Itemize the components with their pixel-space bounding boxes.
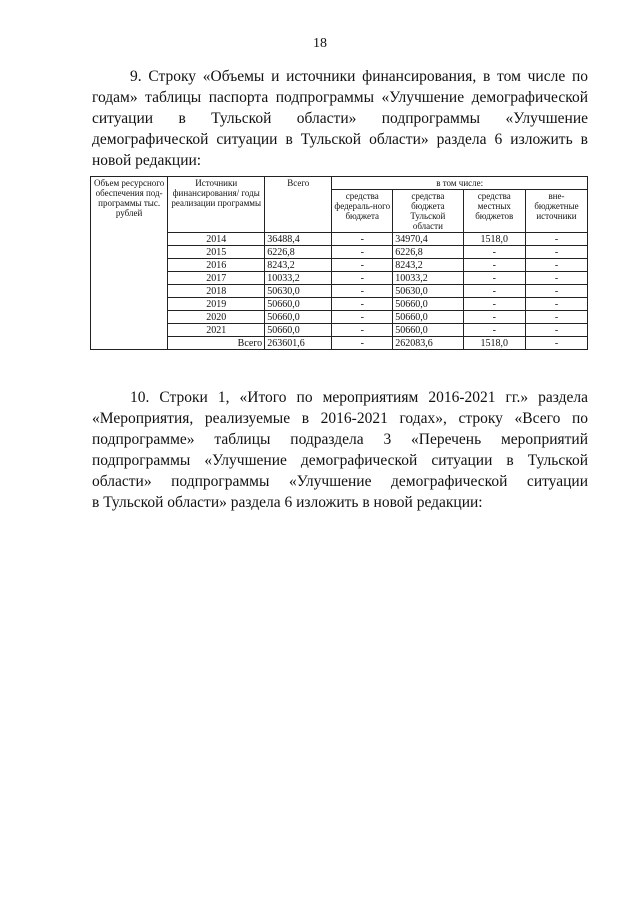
row-year: 2019 [168,298,265,311]
row-federal: - [332,311,393,324]
paragraph-10-line: области» подпрограммы «Улучшение демографической ситуации [92,473,588,490]
paragraph-10 [92,387,588,513]
row-extra: - [525,337,587,350]
row-federal: - [332,298,393,311]
row-total: 10033,2 [265,272,332,285]
row-total: 8243,2 [265,259,332,272]
row-year: 2016 [168,259,265,272]
row-total: 50660,0 [265,311,332,324]
row-year: 2014 [168,233,265,246]
paragraph-9-line: годам» таблицы паспорта подпрограммы «Улучшение демографической [92,89,588,106]
financing-table [90,176,588,350]
row-extra: - [525,324,587,337]
header-local: средства местных бюджетов [463,190,525,233]
row-regional: 10033,2 [393,272,463,285]
row-regional: 6226,8 [393,246,463,259]
row-local: - [463,246,525,259]
row-year: 2020 [168,311,265,324]
row-year: 2021 [168,324,265,337]
row-regional: 34970,4 [393,233,463,246]
row-local: - [463,272,525,285]
row-year: 2018 [168,285,265,298]
header-including: в том числе: [332,177,588,190]
row-federal: - [332,259,393,272]
row-local: - [463,324,525,337]
row-year: 2015 [168,246,265,259]
header-extrabudget: вне-бюджетные источники [525,190,587,233]
paragraph-9 [92,66,588,171]
row-local: - [463,298,525,311]
row-extra: - [525,298,587,311]
header-total: Всего [265,177,332,233]
paragraph-9-line: демографической ситуации в Тульской области» раздела 6 изложить в [92,131,588,148]
header-federal: средства федераль-ного бюджета [332,190,393,233]
row-total: 50660,0 [265,324,332,337]
paragraph-10-line: в Тульской области» раздела 6 изложить в новой редакции: [92,494,483,511]
row-federal: - [332,285,393,298]
row-regional: 50660,0 [393,324,463,337]
row-federal: - [332,233,393,246]
row-extra: - [525,246,587,259]
row-regional: 262083,6 [393,337,463,350]
row-local: - [463,285,525,298]
row-regional: 8243,2 [393,259,463,272]
row-regional: 50660,0 [393,298,463,311]
row-extra: - [525,311,587,324]
paragraph-9-line: 9. Строку «Объемы и источники финансирования, в том числе по [130,68,588,85]
page-number: 18 [313,36,327,51]
paragraph-10-line: «Мероприятия, реализуемые в 2016-2021 годах», строку «Всего по [92,410,588,427]
row-local: 1518,0 [463,337,525,350]
header-resource: Объем ресурсного обеспечения под-программы тыс. рублей [91,177,168,350]
row-total: 36488,4 [265,233,332,246]
row-local: - [463,259,525,272]
row-local: - [463,311,525,324]
row-year: Всего [168,337,265,350]
row-total: 50660,0 [265,298,332,311]
paragraph-9-line: ситуации в Тульской области» подпрограммы «Улучшение [92,110,588,127]
row-extra: - [525,259,587,272]
row-federal: - [332,324,393,337]
row-extra: - [525,272,587,285]
row-regional: 50630,0 [393,285,463,298]
row-regional: 50660,0 [393,311,463,324]
row-total: 50630,0 [265,285,332,298]
row-federal: - [332,246,393,259]
paragraph-10-line: подпрограммы «Улучшение демографической ситуации в Тульской [92,452,588,469]
row-extra: - [525,233,587,246]
row-federal: - [332,337,393,350]
header-regional: средства бюджета Тульской области [393,190,463,233]
row-total: 263601,6 [265,337,332,350]
row-federal: - [332,272,393,285]
row-extra: - [525,285,587,298]
paragraph-9-line: новой редакции: [92,152,202,169]
paragraph-10-line: подпрограмме» таблицы подраздела 3 «Перечень мероприятий [92,431,588,448]
row-local: 1518,0 [463,233,525,246]
row-year: 2017 [168,272,265,285]
header-sources: Источники финансирования/ годы реализации программы [168,177,265,233]
row-total: 6226,8 [265,246,332,259]
paragraph-10-line: 10. Строки 1, «Итого по мероприятиям 2016-2021 гг.» раздела [130,389,588,406]
